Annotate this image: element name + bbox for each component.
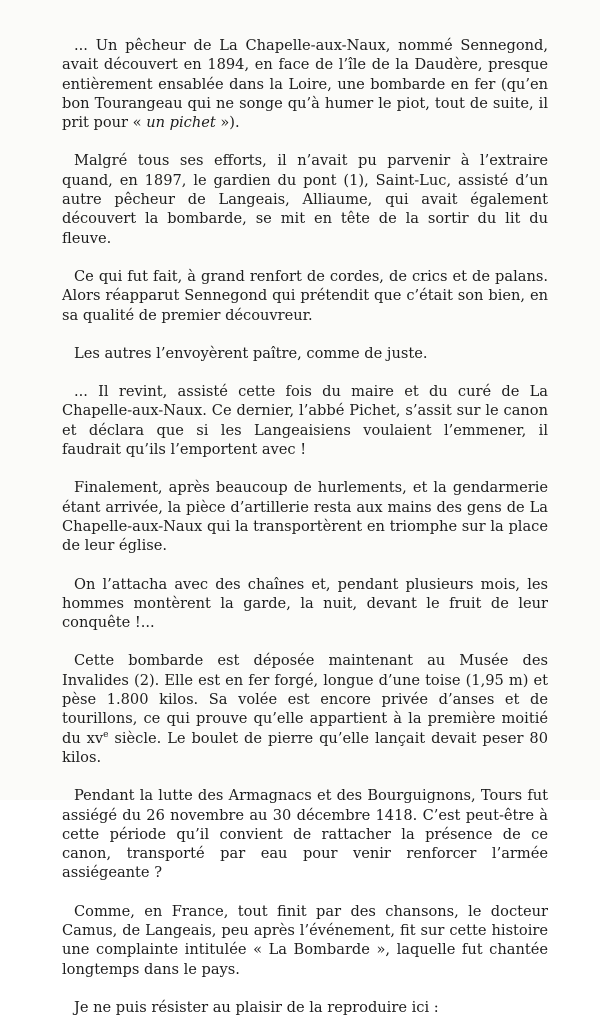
text-run: Ce qui fut fait, à grand renfort de cordes, de crics et de palans. Alors réapparut Sennegond qui prétendit que c’était son bien, en sa qualité de premier découvreur. xyxy=(62,267,548,324)
text-run: Les autres l’envoyèrent paître, comme de juste. xyxy=(74,344,428,362)
text-run: Finalement, après beaucoup de hurlements, et la gendarmerie étant arrivée, la pièce d’artillerie resta aux mains des gens de La Chapelle-aux-Naux qui la transportèrent en triomphe sur la place de leur église. xyxy=(62,479,548,555)
paragraph xyxy=(62,902,548,979)
text-run: Pendant la lutte des Armagnacs et des Bourguignons, Tours fut assiégé du 26 novembre au 30 décembre 1418. C’est peut-être à cette période qu’il convient de rattacher la présence de ce canon, transporté par eau pour venir renforcer l’armée assiégeante ? xyxy=(62,787,548,882)
text-run: Je ne puis résister au plaisir de la reproduire ici : xyxy=(74,998,439,1016)
paragraph xyxy=(62,267,548,325)
text-run: ... Il revint, assisté cette fois du maire et du curé de La Chapelle-aux-Naux. Ce dernier, l’abbé Pichet, s’assit sur le canon et déclara que si les Langeaisiens voulaient l’emmener, il faudrait qu’ils l’emportent avec ! xyxy=(62,383,548,459)
superscript-text: e xyxy=(103,729,109,740)
text-run: Comme, en France, tout finit par des chansons, le docteur Camus, de Langeais, peu après l’événement, fit sur cette histoire une complainte intitulée « La Bombarde », laquelle fut chantée longtemps dans le pays. xyxy=(62,902,548,978)
text-run: ... Un pêcheur de La Chapelle-aux-Naux, nommé Sennegond, avait découvert en 1894, en face de l’île de la Daudère, presque entièrement ensablée dans la Loire, une bombarde en fer (qu’en bon Tourangeau qui ne songe qu’à humer le piot, tout de suite, il prit pour « xyxy=(62,37,548,132)
paragraph xyxy=(62,478,548,555)
text-run: siècle. Le boulet de pierre qu’elle lançait devait peser 80 kilos. xyxy=(62,729,548,766)
text-run: Malgré tous ses efforts, il n’avait pu parvenir à l’extraire quand, en 1897, le gardien du pont (1), Saint-Luc, assisté d’un autre pêcheur de Langeais, Alliaume, qui avait également découvert la bombarde, se mit en tête de la sortir du lit du fleuve. xyxy=(62,152,548,247)
paragraph xyxy=(62,651,548,767)
paragraph xyxy=(62,998,548,1017)
text-run: Cette bombarde est déposée maintenant au Musée des Invalides (2). Elle est en fer forgé, longue d’une toise (1,95 m) et pèse 1.800 kilos. Sa volée est encore privée d’anses et de tourillons, ce qui prouve qu’elle appartient à la première moitié du xv xyxy=(62,652,548,747)
text-run: »). xyxy=(215,114,240,132)
paragraph xyxy=(62,382,548,459)
paragraph xyxy=(62,344,548,363)
paragraph xyxy=(62,36,548,132)
body-text xyxy=(62,36,548,1017)
paragraph xyxy=(62,151,548,247)
paragraph xyxy=(62,786,548,882)
italic-text: un pichet xyxy=(146,114,216,132)
text-run: On l’attacha avec des chaînes et, pendant plusieurs mois, les hommes montèrent la garde, la nuit, devant le fruit de leur conquête !... xyxy=(62,575,548,632)
paragraph xyxy=(62,575,548,633)
